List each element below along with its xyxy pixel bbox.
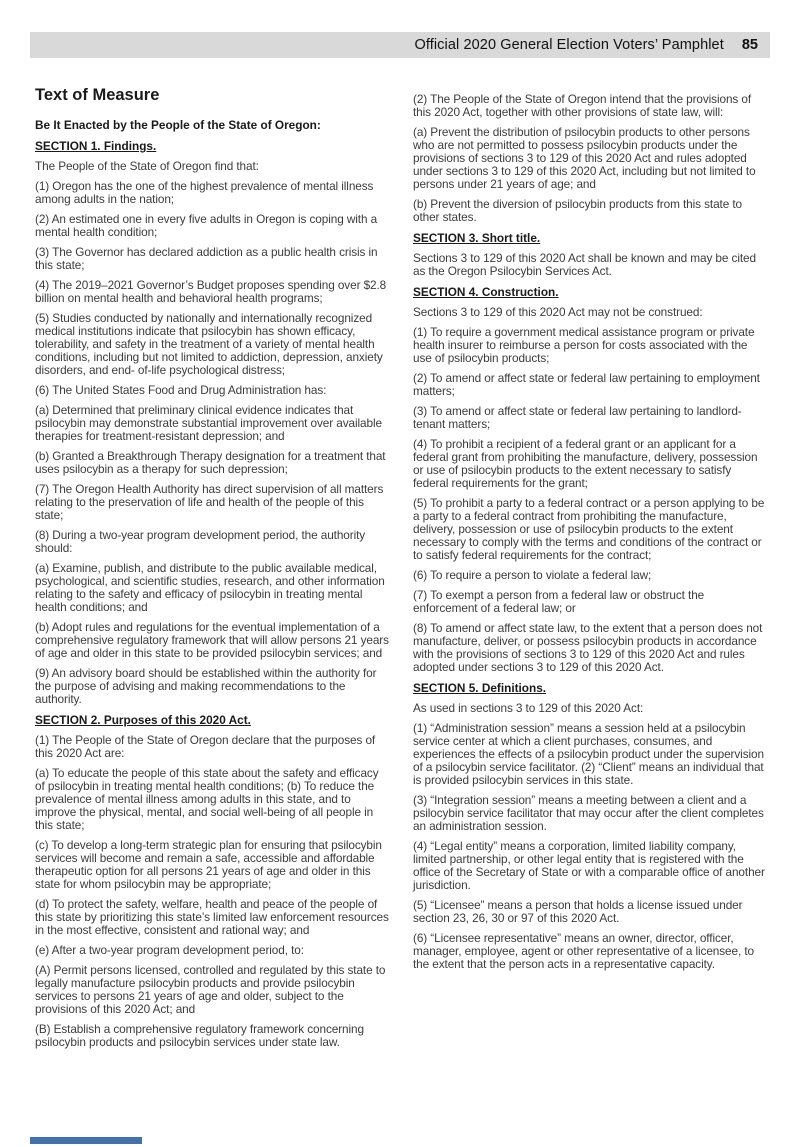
left-column [35,86,391,1056]
body-paragraph: (7) The Oregon Health Authority has direct supervision of all matters relating to the preservation of life and health of the people of this state; [35,482,384,522]
body-paragraph: (8) To amend or affect state law, to the extent that a person does not manufacture, deliver, or possess psilocybin products in accordance with the provisions of sections 3 to 129 of this 2020 Act and rules adopted under sections 3 to 129 of this 2020 Act. [413,621,763,674]
section-heading: SECTION 1. Findings. [35,139,157,153]
body-paragraph: (6) To require a person to violate a federal law; [413,568,652,582]
body-paragraph: (3) “Integration session” means a meeting between a client and a psilocybin service facilitator that may occur after the client completes an administration session. [413,793,764,833]
body-paragraph: (a) Examine, publish, and distribute to the public available medical, psychological, and scientific studies, research, and other information relating to the safety and efficacy of psilocybin in treating mental health conditions; and [35,561,385,614]
body-paragraph: (2) An estimated one in every five adults in Oregon is coping with a mental health condition; [35,212,378,239]
body-paragraph: (1) To require a government medical assistance program or private health insurer to reimburse a person for costs associated with the use of psilocybin products; [413,325,755,365]
body-paragraph: (a) Prevent the distribution of psilocybin products to other persons who are not permitted to possess psilocybin products under the provisions of sections 3 to 129 of this 2020 Act and rules adopted under sections 3 to 129 of this 2020 Act, including but not limited to persons under 21 years of age; and [413,125,756,191]
body-paragraph: (2) The People of the State of Oregon intend that the provisions of this 2020 Act, together with other provisions of state law, will: [413,92,752,119]
body-paragraph: (4) To prohibit a recipient of a federal grant or an applicant for a federal grant from prohibiting the manufacture, delivery, possession or use of psilocybin products to the extent necessary to satisfy federal requirements for the grant; [413,437,758,490]
body-paragraph: (1) Oregon has the one of the highest prevalence of mental illness among adults in the nation; [35,179,374,206]
page-number: 85 [741,37,758,53]
page-header [30,32,770,58]
body-paragraph: (d) To protect the safety, welfare, health and peace of the people of this state by prioritizing this state’s limited law enforcement resources in the most effective, consistent and rational way; and [35,897,389,937]
enacting-clause: Be It Enacted by the People of the State of Oregon: [35,118,321,132]
body-paragraph: (c) To develop a long-term strategic plan for ensuring that psilocybin services will become and remain a safe, accessible and affordable therapeutic option for all persons 21 years of age and older in this state for whom psilocybin may be appropriate; [35,838,382,891]
body-paragraph: (3) The Governor has declared addiction as a public health crisis in this state; [35,245,378,272]
body-paragraph: (b) Adopt rules and regulations for the eventual implementation of a comprehensive regulatory framework that will allow persons 21 years of age and older in this state to be provided psilocybin services; and [35,620,389,660]
footer-color-tab [30,1137,142,1144]
body-paragraph: (b) Granted a Breakthrough Therapy designation for a treatment that uses psilocybin as a therapy for such depression; [35,449,386,476]
body-paragraph: (A) Permit persons licensed, controlled and regulated by this state to legally manufacture psilocybin products and provide psilocybin services to persons 21 years of age and older, subject to the provisions of this 2020 Act; and [35,963,386,1016]
body-paragraph: (4) “Legal entity” means a corporation, limited liability company, limited partnership, or other legal entity that is registered with the office of the Secretary of State or with a comparable office of another jurisdiction. [413,839,765,892]
header-title: Official 2020 General Election Voters’ Pamphlet [414,37,724,53]
body-paragraph: (9) An advisory board should be established within the authority for the purpose of advising and making recommendations to the authority. [35,666,377,706]
body-paragraph: (4) The 2019–2021 Governor’s Budget proposes spending over $2.8 billion on mental health and behavioral health programs; [35,278,387,305]
body-paragraph: As used in sections 3 to 129 of this 2020 Act: [413,701,644,715]
body-paragraph: (1) “Administration session” means a session held at a psilocybin service center at which a client purchases, consumes, and experiences the effects of a psilocybin product under the supervision of a psilocybin service facilitator. (2) “Client” means an individual that is provided psilocybin services in this state. [413,721,764,787]
body-paragraph: (6) The United States Food and Drug Administration has: [35,383,327,397]
right-column [413,86,769,1056]
body-paragraph: (8) During a two-year program development period, the authority should: [35,528,366,555]
measure-title: Text of Measure [35,86,160,104]
body-paragraph: (3) To amend or affect state or federal law pertaining to landlord-tenant matters; [413,404,742,431]
measure-text-columns [35,86,769,1056]
body-paragraph: (B) Establish a comprehensive regulatory framework concerning psilocybin products and psilocybin services under state law. [35,1022,364,1049]
body-paragraph: (6) “Licensee representative” means an owner, director, officer, manager, employee, agent or other representative of a licensee, to the extent that the person acts in a representative capacity. [413,931,754,971]
body-paragraph: (a) Determined that preliminary clinical evidence indicates that psilocybin may demonstrate substantial improvement over available therapies for treatment-resistant depression; and [35,403,382,443]
body-paragraph: (2) To amend or affect state or federal law pertaining to employment matters; [413,371,760,398]
section-heading: SECTION 4. Construction. [413,285,559,299]
body-paragraph: (1) The People of the State of Oregon declare that the purposes of this 2020 Act are: [35,733,376,760]
body-paragraph: (7) To exempt a person from a federal law or obstruct the enforcement of a federal law; or [413,588,705,615]
section-heading: SECTION 2. Purposes of this 2020 Act. [35,713,251,727]
body-paragraph: (5) “Licensee” means a person that holds a license issued under section 23, 26, 30 or 97 of this 2020 Act. [413,898,743,925]
body-paragraph: (e) After a two-year program development period, to: [35,943,304,957]
body-paragraph: (b) Prevent the diversion of psilocybin products from this state to other states. [413,197,743,224]
body-paragraph: Sections 3 to 129 of this 2020 Act shall be known and may be cited as the Oregon Psilocybin Services Act. [413,251,756,278]
section-heading: SECTION 5. Definitions. [413,681,547,695]
body-paragraph: (5) To prohibit a party to a federal contract or a person applying to be a party to a federal contract from prohibiting the manufacture, delivery, possession or use of psilocybin products to the extent necessary to comply with the terms and conditions of the contract or to satisfy federal requirements for the contract; [413,496,765,562]
body-paragraph: The People of the State of Oregon find that: [35,159,259,173]
section-heading: SECTION 3. Short title. [413,231,541,245]
body-paragraph: (a) To educate the people of this state about the safety and efficacy of psilocybin in treating mental health conditions; (b) To reduce the prevalence of mental illness among adults in this state, and to improve the physical, mental, and social well-being of all people in this state; [35,766,379,832]
body-paragraph: (5) Studies conducted by nationally and internationally recognized medical institutions indicate that psilocybin has shown efficacy, tolerability, and safety in the treatment of a variety of mental health conditions, including but not limited to addiction, depression, anxiety disorders, and end- of-life psychological distress; [35,311,383,377]
body-paragraph: Sections 3 to 129 of this 2020 Act may not be construed: [413,305,703,319]
